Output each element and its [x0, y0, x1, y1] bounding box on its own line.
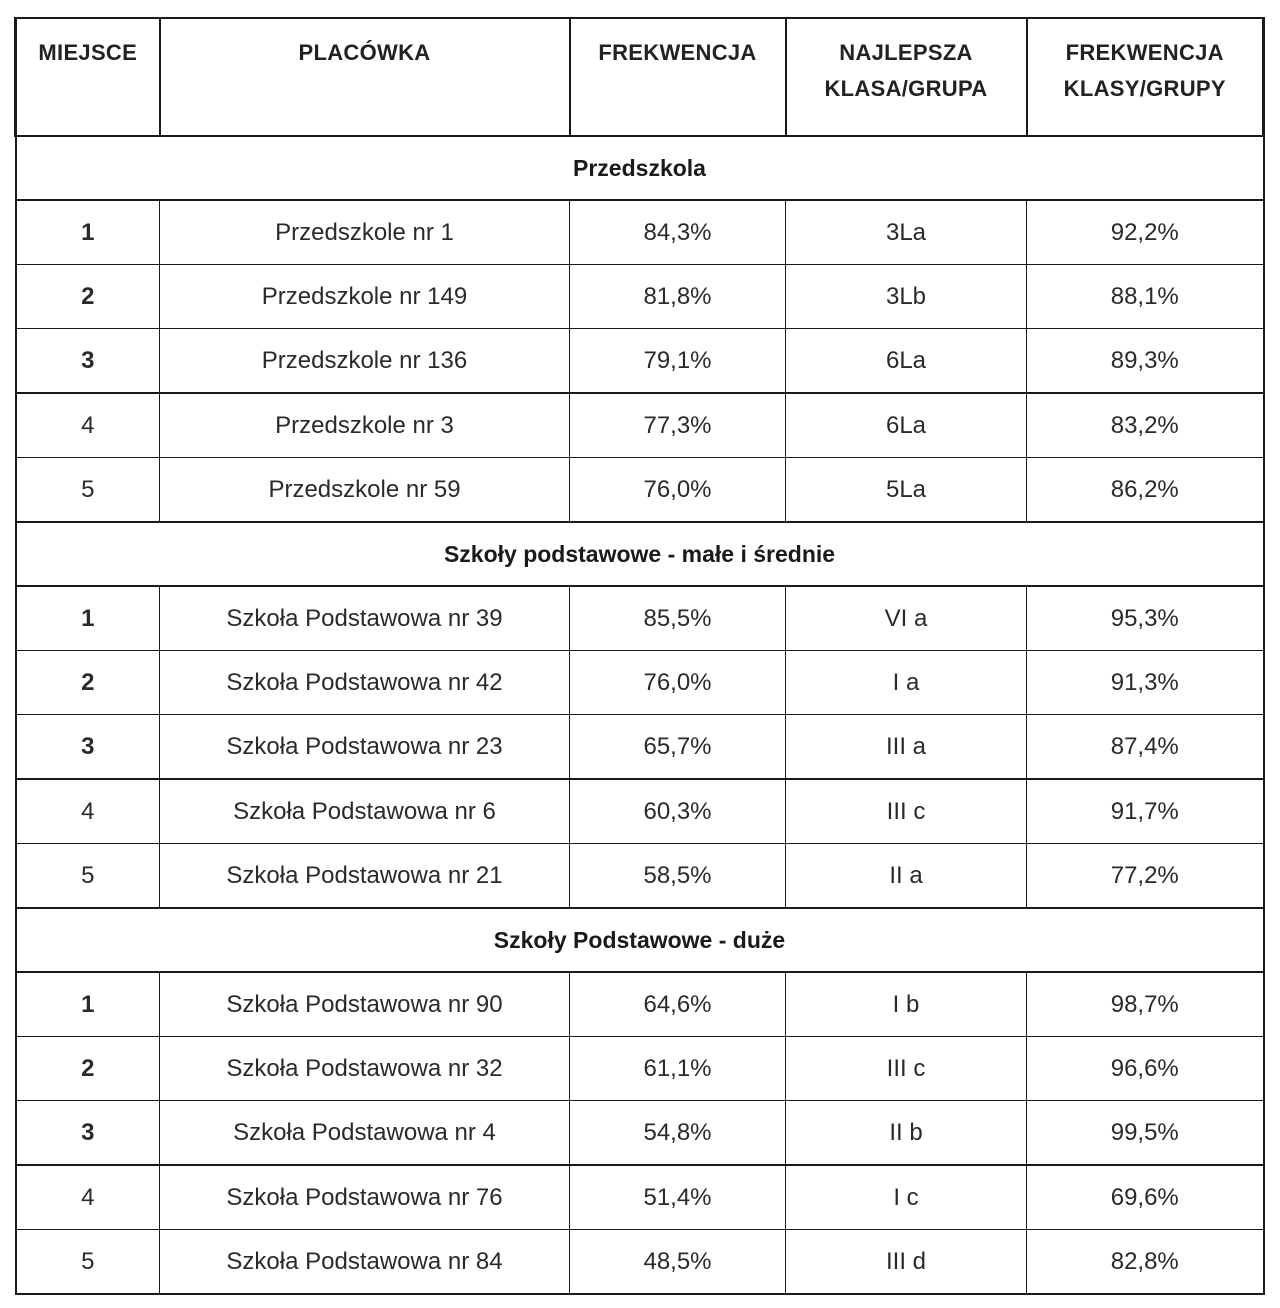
- best-class-cell: 3Lb: [786, 265, 1027, 329]
- rank-cell: 4: [16, 779, 160, 844]
- attendance-cell: 84,3%: [570, 200, 786, 265]
- section-header-row: [16, 522, 1264, 586]
- attendance-cell: 85,5%: [570, 586, 786, 651]
- school-cell: Przedszkole nr 59: [160, 458, 570, 523]
- table-row: [16, 651, 1264, 715]
- rank-cell: 3: [16, 715, 160, 780]
- class-attendance-cell: 77,2%: [1027, 844, 1264, 909]
- rank-cell: 2: [16, 651, 160, 715]
- rank-cell: 1: [16, 586, 160, 651]
- header-attendance: FREKWENCJA: [570, 18, 786, 136]
- section-header-row: [16, 908, 1264, 972]
- header-rank: MIEJSCE: [16, 18, 160, 136]
- class-attendance-cell: 92,2%: [1027, 200, 1264, 265]
- best-class-cell: 5La: [786, 458, 1027, 523]
- rank-cell: 4: [16, 1165, 160, 1230]
- school-cell: Szkoła Podstawowa nr 76: [160, 1165, 570, 1230]
- class-attendance-cell: 91,3%: [1027, 651, 1264, 715]
- class-attendance-cell: 86,2%: [1027, 458, 1264, 523]
- school-cell: Przedszkole nr 136: [160, 329, 570, 394]
- table-row: [16, 458, 1264, 523]
- table-row: [16, 586, 1264, 651]
- rank-cell: 5: [16, 458, 160, 523]
- section-header-row: [16, 136, 1264, 200]
- table-row: [16, 1101, 1264, 1166]
- rank-cell: 5: [16, 844, 160, 909]
- table-row: [16, 393, 1264, 458]
- attendance-cell: 76,0%: [570, 458, 786, 523]
- header-best-class-line2: KLASA/GRUPA: [824, 76, 988, 101]
- attendance-cell: 76,0%: [570, 651, 786, 715]
- section-title: Szkoły podstawowe - małe i średnie: [16, 522, 1264, 586]
- attendance-cell: 54,8%: [570, 1101, 786, 1166]
- class-attendance-cell: 91,7%: [1027, 779, 1264, 844]
- attendance-cell: 79,1%: [570, 329, 786, 394]
- best-class-cell: III a: [786, 715, 1027, 780]
- header-class-attendance-line1: FREKWENCJA: [1065, 40, 1224, 65]
- class-attendance-cell: 98,7%: [1027, 972, 1264, 1037]
- attendance-cell: 48,5%: [570, 1230, 786, 1295]
- rank-cell: 4: [16, 393, 160, 458]
- class-attendance-cell: 87,4%: [1027, 715, 1264, 780]
- class-attendance-cell: 95,3%: [1027, 586, 1264, 651]
- attendance-cell: 60,3%: [570, 779, 786, 844]
- best-class-cell: III c: [786, 1037, 1027, 1101]
- class-attendance-cell: 69,6%: [1027, 1165, 1264, 1230]
- rank-cell: 3: [16, 329, 160, 394]
- header-best-class-line1: NAJLEPSZA: [839, 40, 973, 65]
- header-school: PLACÓWKA: [160, 18, 570, 136]
- school-cell: Szkoła Podstawowa nr 39: [160, 586, 570, 651]
- table-row: [16, 1230, 1264, 1295]
- best-class-cell: 6La: [786, 329, 1027, 394]
- rank-cell: 3: [16, 1101, 160, 1166]
- header-best-class: [786, 18, 1027, 136]
- attendance-cell: 51,4%: [570, 1165, 786, 1230]
- table-row: [16, 844, 1264, 909]
- best-class-cell: 3La: [786, 200, 1027, 265]
- best-class-cell: VI a: [786, 586, 1027, 651]
- table-row: [16, 779, 1264, 844]
- table-row: [16, 1037, 1264, 1101]
- best-class-cell: 6La: [786, 393, 1027, 458]
- school-cell: Szkoła Podstawowa nr 4: [160, 1101, 570, 1166]
- section-title: Szkoły Podstawowe - duże: [16, 908, 1264, 972]
- section-title: Przedszkola: [16, 136, 1264, 200]
- class-attendance-cell: 96,6%: [1027, 1037, 1264, 1101]
- school-cell: Szkoła Podstawowa nr 90: [160, 972, 570, 1037]
- class-attendance-cell: 82,8%: [1027, 1230, 1264, 1295]
- best-class-cell: III c: [786, 779, 1027, 844]
- rank-cell: 2: [16, 265, 160, 329]
- table-row: [16, 200, 1264, 265]
- header-class-attendance-line2: KLASY/GRUPY: [1063, 76, 1226, 101]
- school-cell: Szkoła Podstawowa nr 6: [160, 779, 570, 844]
- school-cell: Przedszkole nr 1: [160, 200, 570, 265]
- school-cell: Szkoła Podstawowa nr 32: [160, 1037, 570, 1101]
- table-row: [16, 972, 1264, 1037]
- attendance-ranking-table: [14, 17, 1265, 1295]
- attendance-cell: 77,3%: [570, 393, 786, 458]
- best-class-cell: I a: [786, 651, 1027, 715]
- table-body: [16, 136, 1264, 1294]
- school-cell: Przedszkole nr 149: [160, 265, 570, 329]
- class-attendance-cell: 99,5%: [1027, 1101, 1264, 1166]
- attendance-cell: 64,6%: [570, 972, 786, 1037]
- best-class-cell: I c: [786, 1165, 1027, 1230]
- table-row: [16, 715, 1264, 780]
- table-row: [16, 1165, 1264, 1230]
- school-cell: Szkoła Podstawowa nr 84: [160, 1230, 570, 1295]
- best-class-cell: I b: [786, 972, 1027, 1037]
- class-attendance-cell: 88,1%: [1027, 265, 1264, 329]
- class-attendance-cell: 89,3%: [1027, 329, 1264, 394]
- school-cell: Szkoła Podstawowa nr 21: [160, 844, 570, 909]
- school-cell: Przedszkole nr 3: [160, 393, 570, 458]
- best-class-cell: II a: [786, 844, 1027, 909]
- school-cell: Szkoła Podstawowa nr 23: [160, 715, 570, 780]
- attendance-cell: 81,8%: [570, 265, 786, 329]
- rank-cell: 1: [16, 200, 160, 265]
- table-row: [16, 329, 1264, 394]
- rank-cell: 1: [16, 972, 160, 1037]
- table-row: [16, 265, 1264, 329]
- best-class-cell: III d: [786, 1230, 1027, 1295]
- attendance-cell: 58,5%: [570, 844, 786, 909]
- rank-cell: 2: [16, 1037, 160, 1101]
- header-class-attendance: [1027, 18, 1264, 136]
- attendance-cell: 61,1%: [570, 1037, 786, 1101]
- rank-cell: 5: [16, 1230, 160, 1295]
- best-class-cell: II b: [786, 1101, 1027, 1166]
- school-cell: Szkoła Podstawowa nr 42: [160, 651, 570, 715]
- attendance-cell: 65,7%: [570, 715, 786, 780]
- class-attendance-cell: 83,2%: [1027, 393, 1264, 458]
- table-header-row: [16, 18, 1264, 136]
